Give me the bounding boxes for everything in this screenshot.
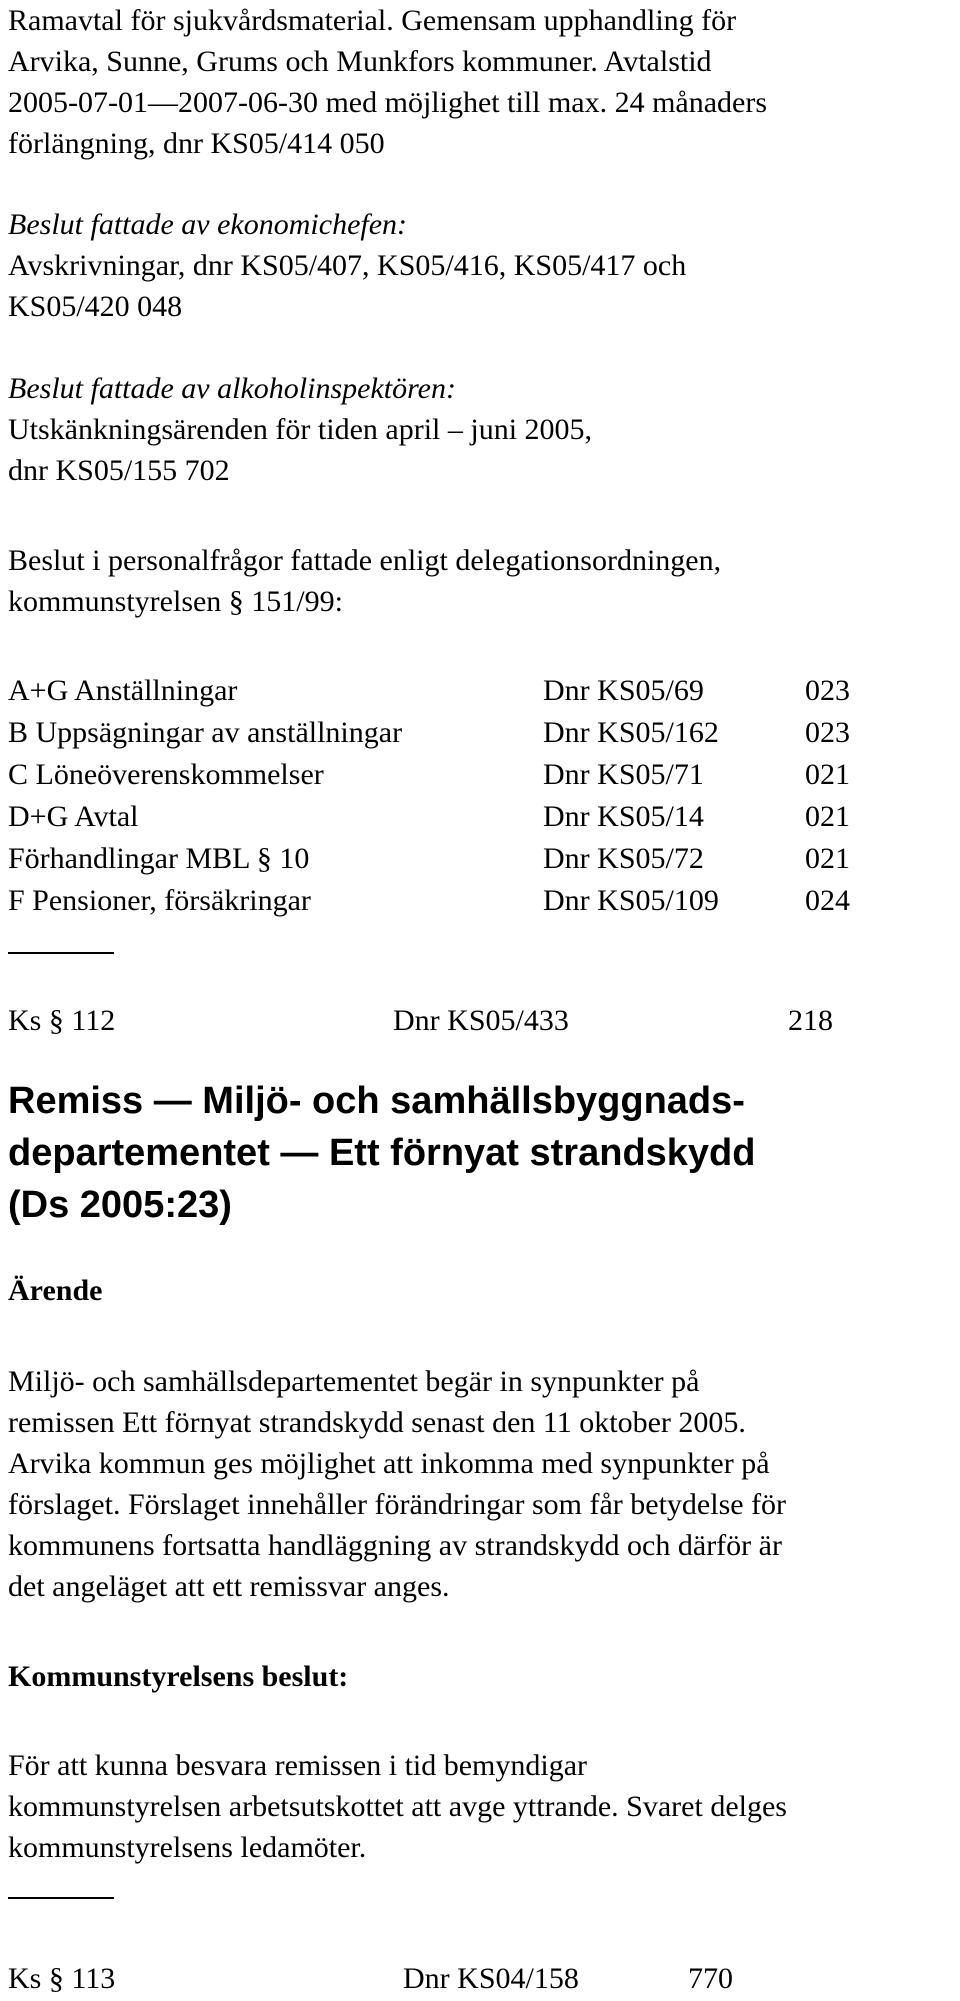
text-line: remissen Ett förnyat strandskydd senast den 11 oktober 2005.	[8, 1406, 746, 1439]
row-code: 023	[805, 716, 850, 749]
row-dnr: Dnr KS05/109	[543, 884, 719, 917]
archive-code: 770	[688, 1962, 733, 1995]
text-line: KS05/420 048	[8, 290, 183, 323]
text-line: det angeläget att ett remissvar anges.	[8, 1570, 450, 1603]
row-name: C Löneöverenskommelser	[8, 758, 324, 791]
text-line: Beslut i personalfrågor fattade enligt delegationsordningen,	[8, 544, 722, 577]
title-line: (Ds 2005:23)	[8, 1184, 232, 1226]
row-dnr: Dnr KS05/71	[543, 758, 704, 791]
text-line: Utskänkningsärenden för tiden april – juni 2005,	[8, 413, 593, 446]
text-line: kommunstyrelsen § 151/99:	[8, 585, 343, 618]
text-line: dnr KS05/155 702	[8, 454, 230, 487]
text-line: Arvika kommun ges möjlighet att inkomma med synpunkter på	[8, 1447, 770, 1480]
row-dnr: Dnr KS05/14	[543, 800, 704, 833]
diary-number: Dnr KS05/433	[393, 1004, 569, 1037]
text-line: Miljö- och samhällsdepartementet begär in synpunkter på	[8, 1365, 700, 1398]
row-dnr: Dnr KS05/69	[543, 674, 704, 707]
diary-number: Dnr KS04/158	[403, 1962, 579, 1995]
text-line: Avskrivningar, dnr KS05/407, KS05/416, KS05/417 och	[8, 249, 687, 282]
row-code: 021	[805, 758, 850, 791]
arende-heading: Ärende	[8, 1274, 103, 1307]
row-name: Förhandlingar MBL § 10	[8, 842, 310, 875]
row-code: 021	[805, 800, 850, 833]
row-code: 023	[805, 674, 850, 707]
row-name: B Uppsägningar av anställningar	[8, 716, 403, 749]
text-line: Arvika, Sunne, Grums och Munkfors kommuner. Avtalstid	[8, 45, 712, 78]
archive-code: 218	[788, 1004, 833, 1037]
section-divider	[8, 952, 114, 954]
row-name: D+G Avtal	[8, 800, 139, 833]
section-divider	[8, 1897, 114, 1899]
section-heading: Beslut fattade av ekonomichefen:	[8, 208, 408, 241]
text-line: 2005-07-01—2007-06-30 med möjlighet till max. 24 månaders	[8, 86, 768, 119]
row-code: 024	[805, 884, 850, 917]
paragraph-number: Ks § 112	[8, 1004, 116, 1037]
title-line: Remiss — Miljö- och samhällsbyggnads-	[8, 1080, 745, 1122]
text-line: kommunens fortsatta handläggning av strandskydd och därför är	[8, 1529, 782, 1562]
row-name: F Pensioner, försäkringar	[8, 884, 311, 917]
decision-heading: Kommunstyrelsens beslut:	[8, 1660, 349, 1693]
title-line: departementet — Ett förnyat strandskydd	[8, 1132, 756, 1174]
row-name: A+G Anställningar	[8, 674, 238, 707]
text-line: Ramavtal för sjukvårdsmaterial. Gemensam upphandling för	[8, 4, 737, 37]
row-code: 021	[805, 842, 850, 875]
section-heading: Beslut fattade av alkoholinspektören:	[8, 372, 456, 405]
row-dnr: Dnr KS05/162	[543, 716, 719, 749]
text-line: förlängning, dnr KS05/414 050	[8, 127, 385, 160]
text-line: kommunstyrelsen arbetsutskottet att avge yttrande. Svaret delges	[8, 1790, 787, 1823]
text-line: För att kunna besvara remissen i tid bemyndigar	[8, 1749, 588, 1782]
paragraph-number: Ks § 113	[8, 1962, 116, 1995]
row-dnr: Dnr KS05/72	[543, 842, 704, 875]
text-line: förslaget. Förslaget innehåller förändringar som får betydelse för	[8, 1488, 787, 1521]
text-line: kommunstyrelsens ledamöter.	[8, 1831, 367, 1864]
